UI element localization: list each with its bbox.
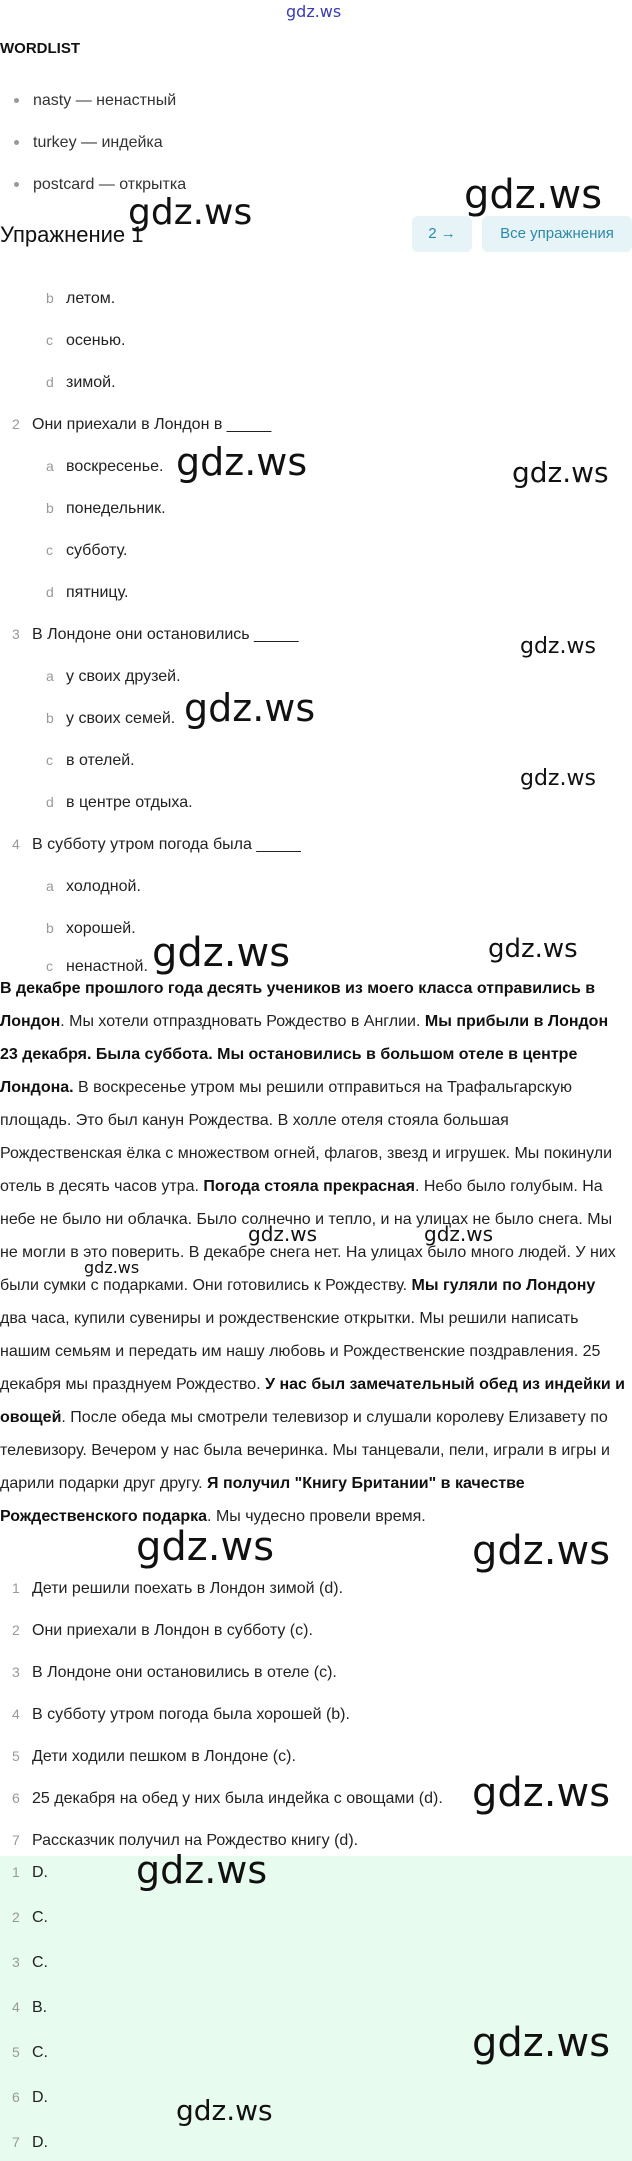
wordlist-item: turkey — индейка [14, 134, 163, 152]
statement-item: 6 25 декабря на обед у них была индейка с овощами (d). [12, 1790, 443, 1807]
wordlist-heading: WORDLIST [0, 40, 80, 57]
watermark: gdz.ws [424, 1222, 494, 1246]
watermark: gdz.ws [248, 1222, 318, 1246]
statement-item: 2 Они приехали в Лондон в субботу (c). [12, 1622, 313, 1639]
translation-text [0, 972, 626, 1533]
watermark: gdz.ws [472, 1528, 611, 1574]
watermark: gdz.ws [472, 1770, 611, 1816]
watermark: gdz.ws [472, 2020, 611, 2066]
translation-bold-segment: Мы прибыли в Лондон 23 декабря. Была суббота. Мы остановились в большом отеле в центре Лондона. [0, 1013, 609, 1096]
watermark: gdz.ws [464, 172, 603, 218]
watermark: gdz.ws [136, 1848, 268, 1892]
option-item: d пятницу. [46, 584, 129, 601]
wordlist-item: postcard — открытка [14, 176, 186, 194]
watermark: gdz.ws [520, 634, 596, 659]
translation-segment: два часа, купили сувениры и рождественские открытки. Мы решили написать нашим семьям и передать им нашу любовь и Рождественские поздравления. 25 декабря мы празднуем Рождество. [0, 1310, 601, 1393]
question: 4 В субботу утром погода была _____ [12, 836, 301, 853]
watermark: gdz.ws [488, 934, 578, 964]
answer-item: 3 C. [12, 1954, 48, 1971]
translation-bold-segment: Мы гуляли по Лондону [411, 1277, 596, 1294]
translation-bold-segment: Я получил "Книгу Британии" в качестве Рождественского подарка [0, 1475, 525, 1525]
watermark: gdz.ws [136, 1524, 275, 1570]
answer-item: 6 D. [12, 2089, 48, 2106]
watermark: gdz.ws [176, 2094, 273, 2127]
translation-bold-segment: В декабре прошлого года десять учеников из моего класса отправились в Лондон [0, 980, 596, 1030]
translation-bold-segment: Погода стояла прекрасная [203, 1178, 415, 1195]
option-item: a холодной. [46, 878, 141, 895]
statement-item: 7 Рассказчик получил на Рождество книгу (d). [12, 1832, 359, 1849]
option-item: b хорошей. [46, 920, 136, 937]
option-item: b понедельник. [46, 500, 166, 517]
option-item: a воскресенье. [46, 458, 164, 475]
translation-segment: . Мы чудесно провели время. [207, 1508, 426, 1525]
answer-item: 1 D. [12, 1864, 48, 1881]
statement-item: 5 Дети ходили пешком в Лондоне (c). [12, 1748, 296, 1765]
bullet-icon [14, 182, 19, 187]
all-exercises-button[interactable]: Все упражнения [482, 216, 632, 252]
next-page-button[interactable]: 2 → [412, 216, 472, 252]
option-item: b летом. [46, 290, 116, 307]
option-item: a у своих друзей. [46, 668, 181, 685]
answers-panel [0, 1856, 632, 2161]
option-item: d зимой. [46, 374, 116, 391]
bullet-icon [14, 140, 19, 145]
option-item: c в отелей. [46, 752, 135, 769]
translation-segment: . После обеда мы смотрели телевизор и слушали королеву Елизавету по телевизору. Вечером у нас была вечеринка. Мы танцевали, пели, играли в игры и дарили подарки друг другу. [0, 1409, 610, 1492]
site-logo[interactable]: gdz.ws [286, 2, 342, 21]
watermark: gdz.ws [512, 456, 609, 489]
watermark: gdz.ws [176, 440, 308, 484]
translation-segment: . Мы хотели отпраздновать Рождество в Англии. [60, 1013, 425, 1030]
option-item: b у своих семей. [46, 710, 176, 727]
answer-item: 5 C. [12, 2044, 48, 2061]
statement-item: 3 В Лондоне они остановились в отеле (c). [12, 1664, 337, 1681]
option-item: c субботу. [46, 542, 128, 559]
bullet-icon [14, 98, 19, 103]
wordlist-item: nasty — ненастный [14, 92, 176, 110]
answer-item: 4 B. [12, 1999, 48, 2016]
watermark: gdz.ws [184, 686, 316, 730]
watermark: gdz.ws [84, 1258, 140, 1277]
watermark: gdz.ws [152, 930, 291, 976]
answer-item: 2 C. [12, 1909, 48, 1926]
statement-item: 4 В субботу утром погода была хорошей (b). [12, 1706, 350, 1723]
watermark: gdz.ws [520, 766, 596, 791]
statement-item: 1 Дети решили поехать в Лондон зимой (d). [12, 1580, 344, 1597]
translation-bold-segment: У нас был замечательный обед из индейки и овощей [0, 1376, 625, 1426]
option-item: c осенью. [46, 332, 126, 349]
answer-item: 7 D. [12, 2134, 48, 2151]
watermark: gdz.ws [128, 192, 253, 233]
question: 3 В Лондоне они остановились _____ [12, 626, 299, 643]
translation-segment: В воскресенье утром мы решили отправиться на Трафальгарскую площадь. Это был канун Рождества. В холле отеля стояла большая Рождественская ёлка с множеством огней, флагов, звезд и игрушек. Мы покинули отель в десять часов утра. [0, 1079, 613, 1195]
option-item: c ненастной. [46, 958, 148, 972]
question: 2 Они приехали в Лондон в _____ [12, 416, 272, 433]
exercise-title: Упражнение 1 [0, 222, 144, 247]
option-item: d в центре отдыха. [46, 794, 193, 811]
translation-segment: . Небо было голубым. На небе не было ни облачка. Было солнечно и тепло, и на улицах не было снега. Мы не могли в это поверить. В декабре снега нет. На улицах было много людей. У них были сумки с подарками. Они готовились к Рождеству. [0, 1178, 616, 1294]
